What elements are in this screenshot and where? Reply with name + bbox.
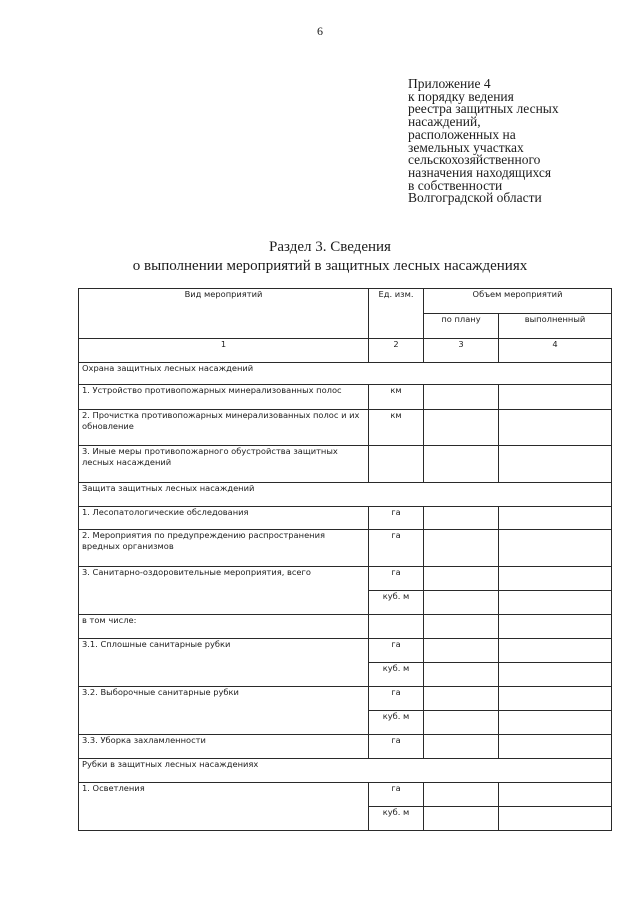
plan-cell — [424, 507, 499, 530]
section-row — [79, 363, 612, 385]
table-row — [79, 446, 612, 483]
row-unit: га — [369, 687, 424, 711]
plan-cell — [424, 410, 499, 446]
appendix-note — [408, 78, 628, 205]
plan-cell — [424, 567, 499, 591]
table-row — [79, 735, 612, 759]
done-cell — [499, 783, 612, 807]
row-name: 1. Осветления — [79, 783, 369, 831]
row-name: 1. Лесопатологические обследования — [79, 507, 369, 530]
plan-cell — [424, 385, 499, 410]
section-title — [0, 238, 640, 276]
plan-cell — [424, 615, 499, 639]
done-cell — [499, 410, 612, 446]
section-defense: Защита защитных лесных насаждений — [79, 483, 612, 507]
row-name: 3.3. Уборка захламленности — [79, 735, 369, 759]
row-name: 3.1. Сплошные санитарные рубки — [79, 639, 369, 687]
done-cell — [499, 446, 612, 483]
row-unit-secondary: куб. м — [369, 663, 424, 687]
row-name: 3.2. Выборочные санитарные рубки — [79, 687, 369, 735]
row-unit: км — [369, 410, 424, 446]
page-number: 6 — [317, 24, 323, 38]
appendix-line: земельных участках — [408, 139, 524, 155]
done-cell — [499, 530, 612, 567]
appendix-line: насаждений, — [408, 114, 481, 130]
row-unit-secondary: куб. м — [369, 591, 424, 615]
appendix-line: назначения находящихся — [408, 164, 552, 180]
table-row — [79, 385, 612, 410]
table-row — [79, 530, 612, 567]
done-cell — [499, 807, 612, 831]
plan-cell — [424, 446, 499, 483]
plan-cell — [424, 711, 499, 735]
section-row — [79, 759, 612, 783]
row-name: 3. Санитарно-оздоровительные мероприятия, всего — [79, 567, 369, 615]
section-cuttings: Рубки в защитных лесных насаждениях — [79, 759, 612, 783]
appendix-line: к порядку ведения — [408, 88, 514, 104]
plan-cell — [424, 687, 499, 711]
row-unit: га — [369, 639, 424, 663]
plan-cell — [424, 663, 499, 687]
section-row — [79, 615, 612, 639]
done-cell — [499, 567, 612, 591]
section-title-line1: Раздел 3. Сведения — [269, 239, 391, 255]
row-name: 2. Мероприятия по предупреждению распространения вредных организмов — [79, 530, 369, 567]
plan-cell — [424, 639, 499, 663]
done-cell — [499, 507, 612, 530]
header-done: выполненный — [499, 314, 612, 339]
row-name: 3. Иные меры противопожарного обустройства защитных лесных насаждений — [79, 446, 369, 483]
appendix-line: в собственности — [408, 177, 503, 193]
done-cell — [499, 385, 612, 410]
table-row — [79, 507, 612, 530]
appendix-line: расположенных на — [408, 126, 516, 142]
appendix-line: сельскохозяйственного — [408, 152, 541, 168]
plan-cell — [424, 807, 499, 831]
done-cell — [499, 687, 612, 711]
plan-cell — [424, 735, 499, 759]
row-unit-secondary: куб. м — [369, 711, 424, 735]
plan-cell — [424, 591, 499, 615]
unit-cell — [369, 615, 424, 639]
done-cell — [499, 615, 612, 639]
section-title-line2: о выполнении мероприятий в защитных лесных насаждениях — [132, 258, 528, 274]
row-unit: га — [369, 567, 424, 591]
row-unit: га — [369, 507, 424, 530]
row-unit — [369, 446, 424, 483]
section-row — [79, 483, 612, 507]
done-cell — [499, 639, 612, 663]
column-number: 3 — [424, 339, 499, 363]
table-row — [79, 687, 612, 711]
appendix-line: Волгоградской области — [408, 190, 542, 206]
column-number: 4 — [499, 339, 612, 363]
table-row — [79, 567, 612, 591]
header-unit: Ед. изм. — [369, 289, 424, 339]
row-name: 2. Прочистка противопожарных минерализованных полос и их обновление — [79, 410, 369, 446]
plan-cell — [424, 530, 499, 567]
column-number: 2 — [369, 339, 424, 363]
column-number: 1 — [79, 339, 369, 363]
section-protection: Охрана защитных лесных насаждений — [79, 363, 612, 385]
header-plan: по плану — [424, 314, 499, 339]
header-activity: Вид мероприятий — [79, 289, 369, 339]
header-volume: Объем мероприятий — [424, 289, 612, 314]
row-unit: га — [369, 735, 424, 759]
done-cell — [499, 711, 612, 735]
section-including: в том числе: — [79, 615, 369, 639]
done-cell — [499, 591, 612, 615]
done-cell — [499, 663, 612, 687]
row-unit: га — [369, 530, 424, 567]
table-row — [79, 410, 612, 446]
table-row — [79, 639, 612, 663]
activities-table — [78, 288, 612, 831]
plan-cell — [424, 783, 499, 807]
table-row — [79, 783, 612, 807]
row-unit: км — [369, 385, 424, 410]
row-unit-secondary: куб. м — [369, 807, 424, 831]
row-unit: га — [369, 783, 424, 807]
appendix-line: реестра защитных лесных — [408, 101, 559, 117]
appendix-line: Приложение 4 — [408, 76, 491, 91]
row-name: 1. Устройство противопожарных минерализованных полос — [79, 385, 369, 410]
done-cell — [499, 735, 612, 759]
